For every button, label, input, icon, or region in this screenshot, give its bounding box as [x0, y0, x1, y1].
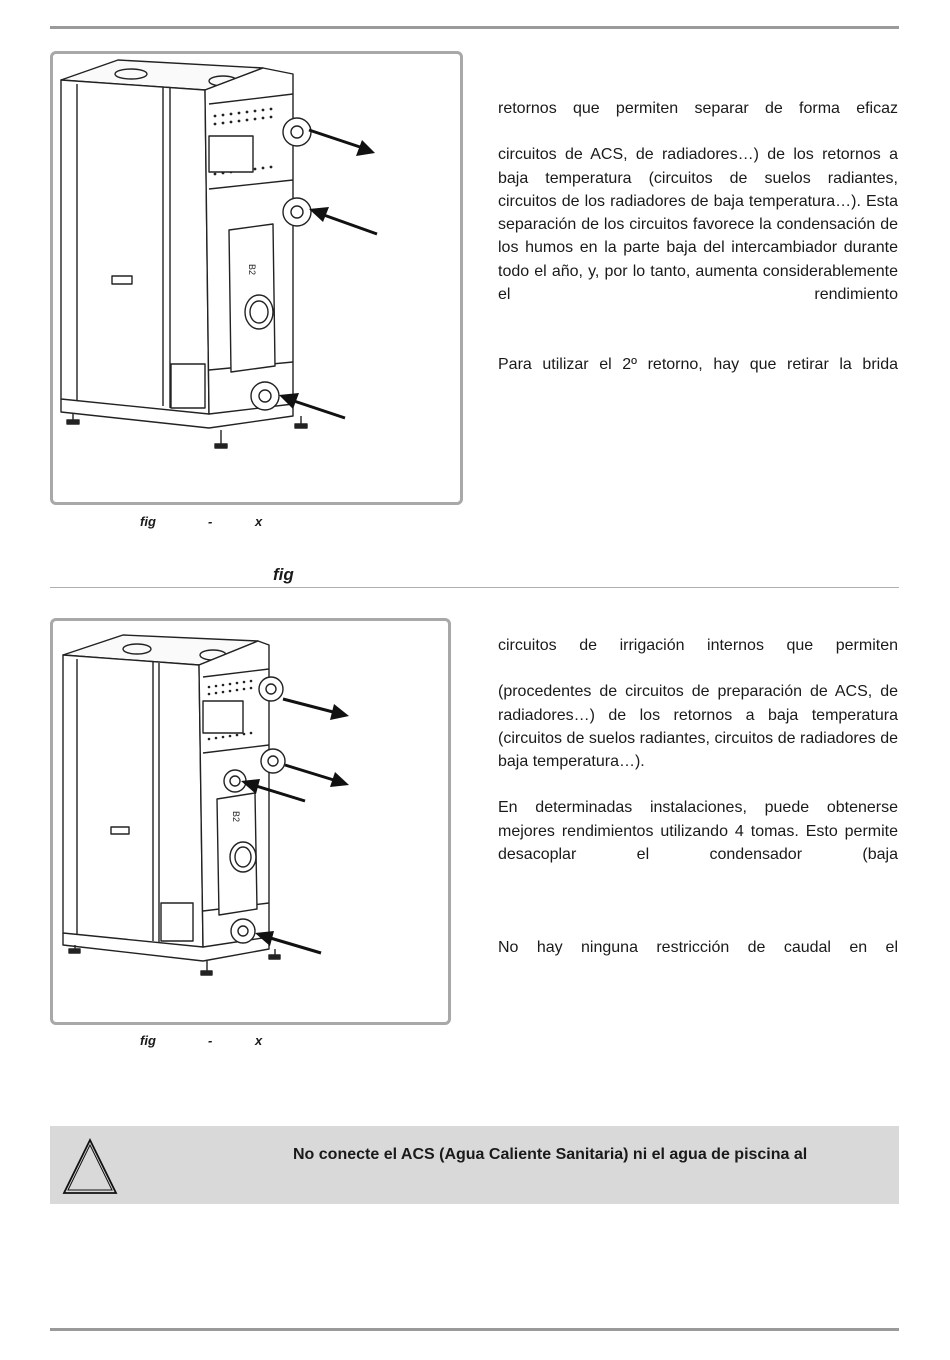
paragraph: En determinadas instalaciones, puede obtenerse mejores rendimientos utilizando 4 tomas. Esto permite desacoplar el condensador (baja — [498, 799, 898, 864]
caption-prefix: fig — [140, 514, 156, 529]
paragraph: circuitos de irrigación internos que permiten — [498, 637, 898, 654]
boiler-illustration — [53, 621, 448, 1022]
section-1-text — [498, 97, 898, 377]
warning-box — [50, 1126, 899, 1204]
fig-heading: fig — [273, 565, 294, 584]
section-divider — [50, 587, 899, 588]
bottom-rule — [50, 1328, 899, 1331]
caption-dash: - — [208, 1033, 213, 1048]
boiler-label-b2: B2 — [247, 264, 257, 276]
paragraph: No hay ninguna restricción de caudal en el — [498, 939, 898, 957]
top-rule — [50, 26, 899, 29]
figure-boiler-two-returns — [50, 51, 463, 505]
caption-suffix: x — [255, 1033, 263, 1048]
caption-dash: - — [208, 514, 213, 529]
warning-triangle-icon — [62, 1137, 118, 1195]
caption-prefix: fig — [140, 1033, 156, 1048]
paragraph: retornos que permiten separar de forma eficaz — [498, 100, 898, 117]
figure-2-caption — [140, 1033, 280, 1051]
figure-1-caption — [140, 514, 280, 532]
warning-text: No conecte el ACS (Agua Caliente Sanitaria) ni el agua de piscina al — [293, 1146, 808, 1163]
section-2-text — [498, 634, 898, 960]
figure-boiler-four-ports — [50, 618, 451, 1025]
boiler-label-b2: B2 — [231, 811, 241, 823]
paragraph: Para utilizar el 2º retorno, hay que retirar la brida — [498, 356, 898, 374]
caption-suffix: x — [255, 514, 263, 529]
paragraph: circuitos de ACS, de radiadores…) de los retornos a baja temperatura (circuitos de suelos radiantes, circuitos de los radiadores de baja temperatura…). Esta separación de los circuitos favorece la condensación de los humos en la parte baja del intercambiador durante todo el año, y, por lo tanto, aumenta considerablemente el rendimiento — [498, 146, 898, 304]
boiler-illustration — [53, 54, 460, 502]
paragraph: (procedentes de circuitos de preparación de ACS, de radiadores…) de los retornos a baja temperatura (circuitos de suelos radiantes, circuitos de radiadores de baja temperatura…). — [498, 683, 898, 771]
